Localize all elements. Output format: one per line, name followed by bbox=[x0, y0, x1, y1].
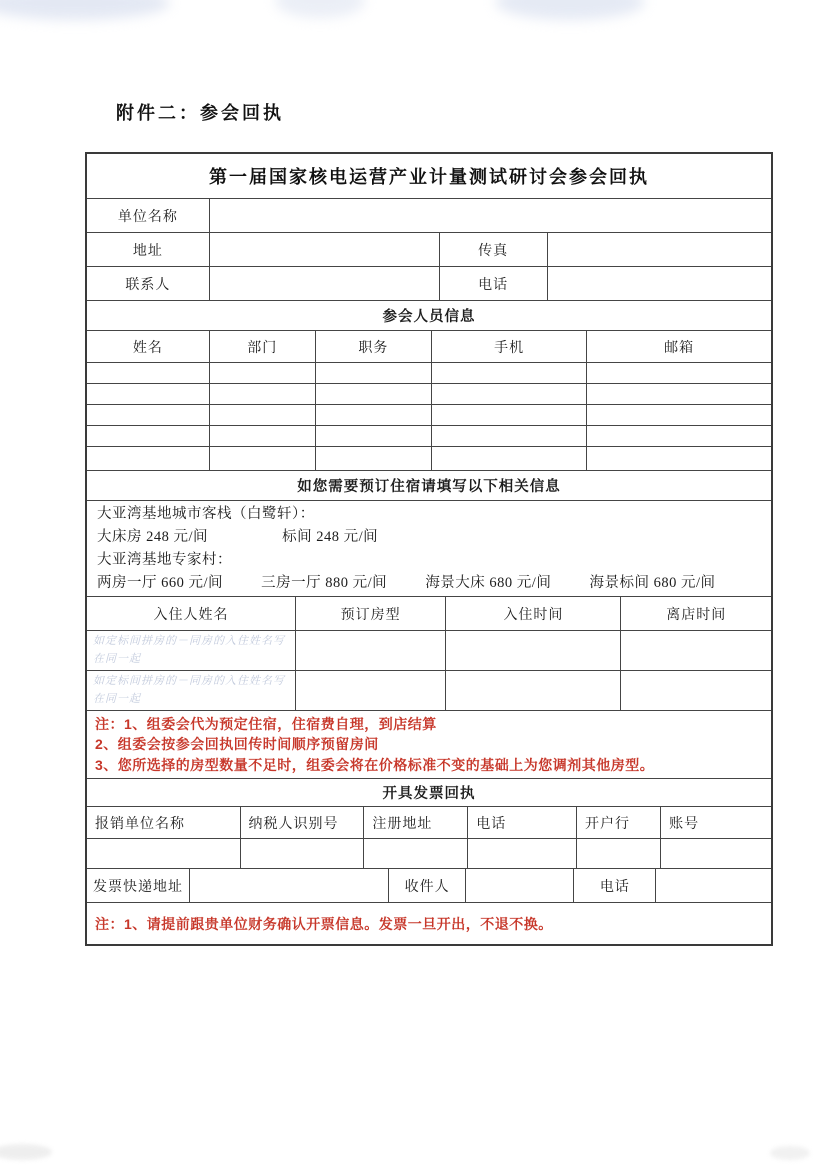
attendees-section-title: 参会人员信息 bbox=[382, 309, 476, 325]
attendee-cell bbox=[209, 384, 315, 404]
scan-smudge bbox=[495, 0, 645, 20]
invoice-unit-cell bbox=[87, 839, 240, 868]
attendee-col-mobile: 手机 bbox=[431, 331, 586, 362]
attendee-cell bbox=[87, 405, 209, 425]
invoice-col-taxid: 纳税人识别号 bbox=[240, 807, 364, 838]
attendee-col-email: 邮箱 bbox=[586, 331, 771, 362]
booking-col-checkout: 离店时间 bbox=[620, 597, 770, 630]
attendee-cell bbox=[586, 363, 771, 383]
phone-value-cell bbox=[547, 267, 771, 300]
attendee-cell bbox=[586, 426, 771, 446]
booking-row bbox=[87, 630, 771, 670]
price-kingbed: 大床房 248 元/间 bbox=[97, 528, 209, 545]
scan-smudge bbox=[0, 0, 170, 20]
attendee-row bbox=[87, 425, 771, 446]
hotel-info-block bbox=[87, 501, 771, 596]
attendee-cell bbox=[586, 405, 771, 425]
scan-smudge bbox=[770, 1146, 810, 1160]
attachment-heading: 附件二：参会回执 bbox=[116, 103, 284, 123]
attendee-row bbox=[87, 383, 771, 404]
form-title: 第一届国家核电运营产业计量测试研讨会参会回执 bbox=[209, 167, 649, 187]
booking-col-room-type: 预订房型 bbox=[295, 597, 445, 630]
hotel-expert-village-name: 大亚湾基地专家村： bbox=[97, 551, 232, 568]
price-three-room: 三房一厅 880 元/间 bbox=[261, 574, 388, 591]
accommodation-note-3: 3、您所选择的房型数量不足时，组委会将在价格标准不变的基础上为您调剂其他房型。 bbox=[95, 756, 655, 773]
invoice-note: 注：1、请提前跟贵单位财务确认开票信息。发票一旦开出，不退不换。 bbox=[95, 915, 553, 932]
courier-address-label: 发票快递地址 bbox=[92, 879, 183, 895]
invoice-col-bank: 开户行 bbox=[576, 807, 660, 838]
booking-hint-line1: 如定标间拼房的－同房的入住姓名写 bbox=[93, 635, 285, 647]
invoice-col-account: 账号 bbox=[660, 807, 771, 838]
address-label: 地址 bbox=[132, 243, 163, 259]
booking-guest-name-cell bbox=[87, 631, 295, 670]
invoice-col-phone: 电话 bbox=[467, 807, 576, 838]
attendee-cell bbox=[431, 447, 586, 470]
accommodation-note-2: 2、组委会按参会回执回传时间顺序预留房间 bbox=[95, 736, 379, 753]
accommodation-notes bbox=[87, 711, 771, 778]
attendee-cell bbox=[315, 405, 431, 425]
phone-label: 电话 bbox=[439, 267, 547, 300]
hotel-inn-prices bbox=[97, 526, 378, 549]
attendee-col-department: 部门 bbox=[209, 331, 315, 362]
attendee-row bbox=[87, 404, 771, 425]
attendee-cell bbox=[87, 426, 209, 446]
attendee-cell bbox=[209, 363, 315, 383]
hotel-inn-name: 大亚湾基地城市客栈（白鹭轩）： bbox=[97, 505, 315, 522]
invoice-account-cell bbox=[660, 839, 771, 868]
price-seaview-standard: 海景标间 680 元/间 bbox=[589, 574, 716, 591]
booking-col-guest-name: 入住人姓名 bbox=[153, 607, 229, 623]
attendee-col-position: 职务 bbox=[315, 331, 431, 362]
attendee-cell bbox=[87, 384, 209, 404]
scan-smudge bbox=[275, 0, 365, 18]
courier-address-value-cell bbox=[189, 869, 388, 902]
booking-checkin-cell bbox=[445, 671, 620, 710]
contact-label: 联系人 bbox=[125, 277, 171, 293]
attendee-cell bbox=[315, 363, 431, 383]
accommodation-note-1: 注：1、组委会代为预定住宿，住宿费自理，到店结算 bbox=[95, 716, 437, 733]
recipient-value-cell bbox=[465, 869, 573, 902]
booking-room-type-cell bbox=[295, 671, 445, 710]
attendee-cell bbox=[315, 426, 431, 446]
invoice-section-title: 开具发票回执 bbox=[382, 786, 476, 802]
fax-label: 传真 bbox=[439, 233, 547, 266]
attendee-cell bbox=[431, 384, 586, 404]
fax-value-cell bbox=[547, 233, 771, 266]
attendee-cell bbox=[431, 405, 586, 425]
invoice-address-cell bbox=[363, 839, 467, 868]
booking-hint-line1: 如定标间拼房的－同房的入住姓名写 bbox=[93, 675, 285, 687]
booking-checkin-cell bbox=[445, 631, 620, 670]
scan-smudge bbox=[0, 1144, 52, 1160]
recipient-phone-value-cell bbox=[655, 869, 771, 902]
contact-value-cell bbox=[209, 267, 439, 300]
attendee-cell bbox=[209, 426, 315, 446]
attendee-cell bbox=[586, 447, 771, 470]
price-seaview-kingbed: 海景大床 680 元/间 bbox=[425, 574, 552, 591]
reply-form-table bbox=[85, 152, 773, 946]
attendee-row bbox=[87, 362, 771, 383]
attendee-cell bbox=[209, 447, 315, 470]
attendee-row bbox=[87, 446, 771, 470]
attendee-cell bbox=[586, 384, 771, 404]
price-two-room: 两房一厅 660 元/间 bbox=[97, 574, 224, 591]
price-standard: 标间 248 元/间 bbox=[282, 528, 379, 545]
accommodation-section-title: 如您需要预订住宿请填写以下相关信息 bbox=[297, 479, 561, 495]
attendee-cell bbox=[87, 447, 209, 470]
address-value-cell bbox=[209, 233, 439, 266]
recipient-phone-label: 电话 bbox=[573, 869, 655, 902]
invoice-col-unit: 报销单位名称 bbox=[95, 816, 185, 832]
booking-hint-line2: 在同一起 bbox=[93, 693, 141, 705]
booking-checkout-cell bbox=[620, 631, 770, 670]
invoice-row bbox=[87, 838, 771, 868]
unit-name-label: 单位名称 bbox=[117, 209, 178, 225]
attendee-cell bbox=[209, 405, 315, 425]
booking-checkout-cell bbox=[620, 671, 770, 710]
attendee-cell bbox=[315, 384, 431, 404]
recipient-label: 收件人 bbox=[388, 869, 465, 902]
attendee-cell bbox=[315, 447, 431, 470]
attendee-cell bbox=[431, 426, 586, 446]
hotel-expert-village-prices bbox=[97, 572, 716, 595]
attendee-col-name: 姓名 bbox=[132, 340, 163, 356]
unit-name-value-cell bbox=[209, 199, 771, 232]
booking-guest-name-cell bbox=[87, 671, 295, 710]
invoice-col-address: 注册地址 bbox=[363, 807, 467, 838]
invoice-phone-cell bbox=[467, 839, 576, 868]
attendee-cell bbox=[431, 363, 586, 383]
booking-col-checkin: 入住时间 bbox=[445, 597, 620, 630]
invoice-bank-cell bbox=[576, 839, 660, 868]
attendee-cell bbox=[87, 363, 209, 383]
booking-room-type-cell bbox=[295, 631, 445, 670]
booking-hint-line2: 在同一起 bbox=[93, 653, 141, 665]
booking-row bbox=[87, 670, 771, 710]
invoice-taxid-cell bbox=[240, 839, 364, 868]
